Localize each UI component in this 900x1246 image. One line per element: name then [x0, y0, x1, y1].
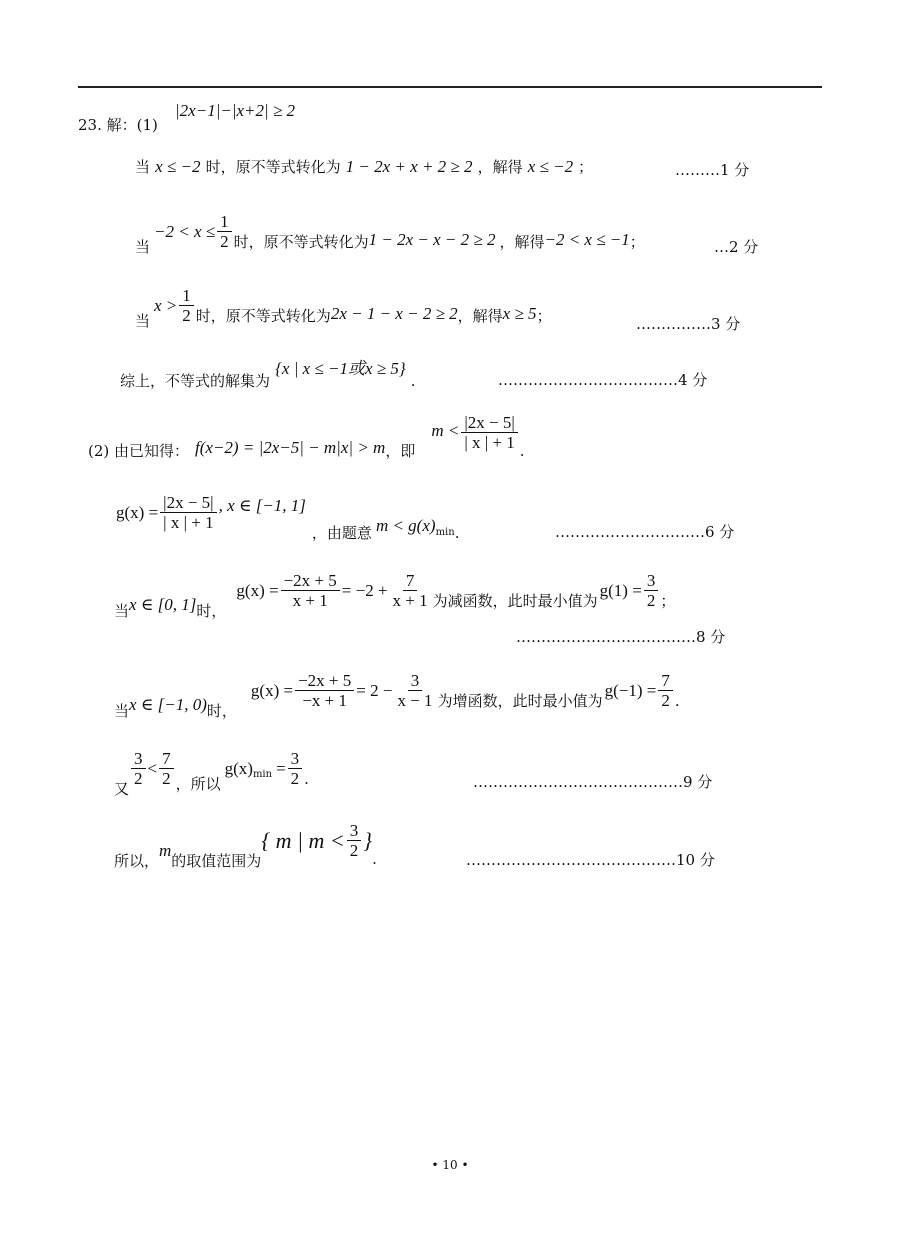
- page-number: • 10 •: [431, 1158, 469, 1172]
- case-1-end: ；: [578, 158, 594, 176]
- score-3: ……………3 分: [636, 315, 741, 333]
- g-domain: , x ∈ [−1, 1]: [218, 495, 306, 515]
- g-definition-line: [116, 482, 459, 543]
- final-line: [114, 810, 377, 871]
- question-inequality: |2x−1|−|x+2| ≥ 2: [175, 101, 296, 120]
- part-2-fraction: [461, 413, 517, 452]
- case-1-text: 时，原不等式转化为: [205, 158, 341, 176]
- case-b-interval: x ∈ [−1, 0): [129, 694, 207, 714]
- fraction-numerator: |2x − 5|: [461, 413, 517, 433]
- fraction-denominator: −x + 1: [302, 691, 348, 710]
- summary-text: 综上，不等式的解集为: [120, 372, 271, 390]
- score-1: ………1 分: [675, 161, 750, 179]
- also-end: .: [304, 769, 309, 788]
- case-2-condition: −2 < x ≤: [154, 221, 216, 241]
- g-left: g(x) =: [116, 502, 159, 522]
- part-2-inequality-left: m <: [431, 420, 460, 440]
- g-condition: m < g(x): [375, 515, 436, 535]
- case-2-solve-text: ，解得: [499, 233, 545, 251]
- also-g: g(x): [224, 758, 253, 778]
- final-mid: 的取值范围为: [171, 852, 262, 870]
- header-rule: [78, 86, 822, 88]
- case-a-g-left: g(x) =: [236, 580, 279, 600]
- fraction-numerator: 1: [217, 212, 232, 232]
- case-b-when: 当: [114, 702, 130, 720]
- case-a-end: ；: [660, 592, 676, 610]
- g-fraction: [160, 493, 216, 532]
- fraction-denominator: 2: [661, 691, 670, 710]
- summary-end: .: [410, 372, 416, 390]
- min-subscript: min: [252, 769, 273, 780]
- fraction-denominator: 2: [162, 769, 171, 788]
- fraction-numerator: 3: [131, 749, 146, 769]
- fraction-denominator: x + 1: [392, 591, 428, 610]
- case-3-condition-fraction: [179, 286, 194, 325]
- case-b-fraction-1: [295, 671, 354, 710]
- also-equals: =: [276, 758, 286, 778]
- case-1-expression: 1 − 2x + x + 2 ≥ 2: [345, 157, 473, 176]
- fraction-denominator: 2: [646, 591, 656, 610]
- question-label: 23. 解：(1): [78, 116, 158, 134]
- case-3-end: ；: [536, 307, 552, 325]
- final-set-left: { m | m <: [261, 827, 345, 853]
- fraction-numerator: |2x − 5|: [160, 493, 216, 513]
- fraction-numerator: 7: [159, 749, 174, 769]
- case-3-condition: x >: [154, 295, 178, 315]
- case-a-line: [114, 560, 675, 621]
- fraction-denominator: | x | + 1: [464, 433, 515, 452]
- case-1-when: 当: [135, 158, 151, 176]
- case-3-solve-text: ，解得: [457, 307, 503, 325]
- case-1-solve-text: ，解得: [477, 158, 523, 176]
- also-fraction-c: [288, 749, 303, 788]
- fraction-numerator: −2x + 5: [295, 671, 354, 691]
- part-2-label: (2) 由已知得：: [88, 442, 190, 460]
- case-a-when: 当: [114, 602, 130, 620]
- min-subscript: min: [435, 527, 455, 538]
- fraction-numerator: 3: [347, 821, 362, 841]
- case-a-min-fraction: [644, 571, 659, 610]
- case-b-equals: = 2 −: [356, 680, 393, 700]
- case-b-g-left: g(x) =: [250, 680, 294, 700]
- final-set-right: }: [363, 827, 373, 853]
- fraction-denominator: | x | + 1: [163, 513, 214, 532]
- case-3-line: [135, 280, 552, 331]
- g-end: .: [454, 523, 460, 542]
- g-text: ，由题意: [311, 524, 372, 542]
- case-1-line: [135, 156, 593, 177]
- fraction-numerator: 3: [408, 671, 423, 691]
- case-b-min-left: g(−1) =: [604, 680, 657, 700]
- score-8: ………………………………8 分: [516, 628, 726, 646]
- fraction-numerator: 7: [403, 571, 418, 591]
- case-a-interval: x ∈ [0, 1]: [129, 594, 197, 614]
- final-end: .: [372, 849, 377, 868]
- also-fraction-a: [131, 749, 146, 788]
- part-2-line: [88, 404, 525, 461]
- fraction-numerator: −2x + 5: [281, 571, 340, 591]
- solution-set: {x | x ≤ −1或x ≥ 5}: [275, 359, 406, 378]
- case-1-condition: x ≤ −2: [155, 157, 201, 176]
- case-a-min-left: g(1) =: [599, 580, 642, 600]
- case-a-equals: = −2 +: [341, 580, 388, 600]
- part-2-end: .: [519, 441, 525, 460]
- case-b-end: .: [674, 691, 680, 710]
- case-a-fraction-1: [281, 571, 340, 610]
- case-a-text: 时，: [196, 602, 227, 620]
- case-a-fraction-2: [390, 571, 431, 610]
- case-3-expression: 2x − 1 − x − 2 ≥ 2: [330, 303, 458, 323]
- case-b-min-fraction: [658, 671, 673, 710]
- score-4: ………………………………4 分: [498, 371, 708, 389]
- fraction-numerator: 3: [288, 749, 303, 769]
- fraction-numerator: 3: [644, 571, 659, 591]
- part-2-text: ，即: [385, 442, 416, 460]
- score-10: ……………………………………10 分: [466, 851, 715, 869]
- case-b-text: 时，: [206, 702, 237, 720]
- fraction-denominator: 2: [182, 306, 191, 325]
- case-b-line: [114, 660, 680, 721]
- fraction-numerator: 7: [658, 671, 673, 691]
- fraction-denominator: 2: [134, 769, 143, 788]
- case-2-condition-fraction: [217, 212, 232, 251]
- final-m: m: [159, 840, 172, 860]
- fraction-denominator: 2: [349, 841, 359, 860]
- also-fraction-b: [159, 749, 174, 788]
- case-1-result: x ≤ −2: [527, 157, 574, 176]
- final-set-fraction: [347, 821, 362, 860]
- case-3-result: x ≥ 5: [502, 303, 537, 323]
- case-a-description: 为减函数，此时最小值为: [432, 592, 598, 610]
- case-3-text: 时，原不等式转化为: [195, 307, 331, 325]
- case-3-when: 当: [135, 312, 151, 330]
- fraction-denominator: x + 1: [292, 591, 328, 610]
- also-so-text: ，所以: [175, 775, 221, 793]
- also-less-than: <: [147, 758, 158, 778]
- case-2-text: 时，原不等式转化为: [233, 233, 369, 251]
- case-2-expression: 1 − 2x − x − 2 ≥ 2: [368, 229, 496, 249]
- also-text: 又: [114, 780, 130, 798]
- fraction-denominator: 2: [290, 769, 300, 788]
- case-2-end: ；: [629, 233, 645, 251]
- case-2-when: 当: [135, 238, 151, 256]
- case-2-result: −2 < x ≤ −1: [544, 229, 630, 249]
- final-text: 所以，: [114, 852, 160, 870]
- summary-line: [120, 354, 416, 390]
- case-b-fraction-2: [394, 671, 435, 710]
- fraction-denominator: 2: [220, 232, 229, 251]
- comparison-line: [114, 738, 309, 799]
- fraction-denominator: x − 1: [397, 691, 433, 710]
- case-b-description: 为增函数，此时最小值为: [437, 692, 603, 710]
- score-9: ……………………………………9 分: [473, 773, 713, 791]
- part-2-expression: f(x−2) = |2x−5| − m|x| > m: [195, 437, 386, 457]
- score-6: …………………………6 分: [555, 523, 735, 541]
- fraction-numerator: 1: [179, 286, 194, 306]
- case-2-line: [135, 206, 645, 257]
- score-2: …2 分: [714, 238, 759, 256]
